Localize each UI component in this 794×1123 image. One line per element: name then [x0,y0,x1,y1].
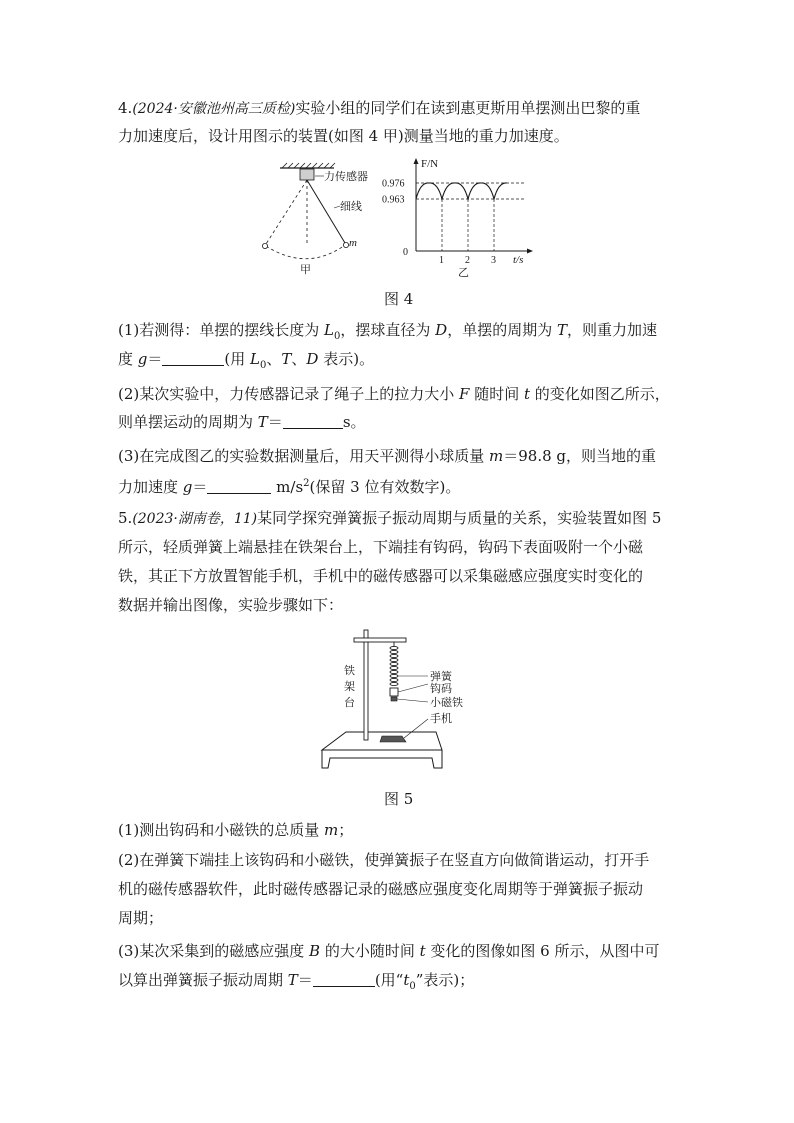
q5-intro-line-4: 数据并输出图像，实验步骤如下： [118,596,344,614]
q5-step2-line-2: 机的磁传感器软件，此时磁传感器记录的磁感应强度变化周期等于弹簧振子振动 [118,880,644,898]
q5-source: (2023·湖南卷，11) [132,511,258,527]
q5-intro-line-1: 5.(2023·湖南卷，11)某同学探究弹簧振子振动周期与质量的关系，实验装置如图 5 [118,509,662,527]
q5-step2-line-3: 周期； [118,909,164,927]
answer-blank-gravity-value[interactable] [207,479,271,494]
figure-5-caption: 图 5 [384,790,414,808]
panel-label-jia: 甲 [300,264,311,276]
q4-sub2-line-2: 则单摆运动的周期为 T＝ s。 [118,413,366,431]
q5-step3-line-1: (3)某次采集到的磁感应强度 B 的大小随时间 t 变化的图像如图 6 所示，从图中可 [118,942,660,960]
sensor-label: 力传感器 [324,171,368,183]
x-tick-label: 3 [491,255,496,266]
pendulum-bob [343,242,348,247]
small-magnet [391,697,397,701]
q4-sub3-line-1: (3)在完成图乙的实验数据测量后，用天平测得小球质量 m＝98.8 g，则当地的重 [118,447,657,465]
q4-sub2-line-1: (2)某次实验中，力传感器记录了绳子上的拉力大小 F 随时间 t 的变化如图乙所示， [118,385,670,403]
q4-intro-line-2: 力加速度后，设计用图示的装置(如图 4 甲)测量当地的重力加速度。 [118,127,569,145]
hook-weight-label: 钩码 [430,683,452,695]
spring-label: 弹簧 [430,671,452,683]
figure-5-apparatus [318,626,478,776]
q5-step2-line-1: (2)在弹簧下端挂上该钩码和小磁铁，使弹簧振子在竖直方向做简谐运动，打开手 [118,851,650,869]
x-axis-label: t/s [513,254,524,266]
q5-step1: (1)测出钩码和小磁铁的总质量 m； [118,821,354,839]
answer-blank-period[interactable] [283,414,343,429]
q5-step3-line-2: 以算出弹簧振子振动周期 T＝ (用“$t_0$”表示)； [118,971,475,992]
q4-intro-line-1: 4.(2024·安徽池州高三质检)实验小组的同学们在读到惠更斯用单摆测出巴黎的重 [118,99,641,117]
stand-rod [364,630,368,740]
stand-label-3: 台 [344,697,355,709]
string-label: 细线 [340,201,362,213]
q4-sub1-line-2: 度 g＝ (用 $L_0$、T、D 表示)。 [118,350,375,371]
x-tick-label: 2 [465,255,470,266]
answer-blank-g-expression[interactable] [162,351,224,366]
q5-intro-line-3: 铁，其正下方放置智能手机，手机中的磁传感器可以采集磁感应强度实时变化的 [118,567,644,585]
phone [380,736,406,742]
y-tick-label: 0.963 [382,194,405,206]
force-curve [416,183,507,199]
q5-intro-line-2: 所示，轻质弹簧上端悬挂在铁架台上，下端挂有钩码，钩码下表面吸附一个小磁 [118,538,644,556]
spring [390,642,398,686]
stand-label-1: 铁 [344,665,355,677]
x-tick-label: 1 [439,255,444,266]
magnet-label: 小磁铁 [430,697,463,709]
q4-sub1-line-1: (1)若测得：单摆的摆线长度为 $L_0$，摆球直径为 D，单摆的周期为 T，则重力加速 [118,321,657,342]
y-axis-label: F/N [421,158,439,170]
mass-label: m [349,237,357,249]
panel-label-yi: 乙 [458,267,469,279]
hook-weight [390,688,398,696]
stand-label-2: 架 [344,681,355,693]
y-tick-label: 0.976 [382,178,405,190]
q4-sub3-line-2: 力加速度 $g= m/s^2$(保留 3 位有效数字)。 [118,478,461,496]
q4-source: (2024·安徽池州高三质检) [132,101,296,117]
answer-blank-spring-period[interactable] [313,972,375,987]
figure-4-caption: 图 4 [384,290,414,308]
phone-label: 手机 [430,713,452,725]
figure-4-force-time-graph [380,155,540,280]
force-sensor [300,169,314,180]
origin-label: 0 [403,247,408,258]
figure-4-pendulum [252,160,377,280]
